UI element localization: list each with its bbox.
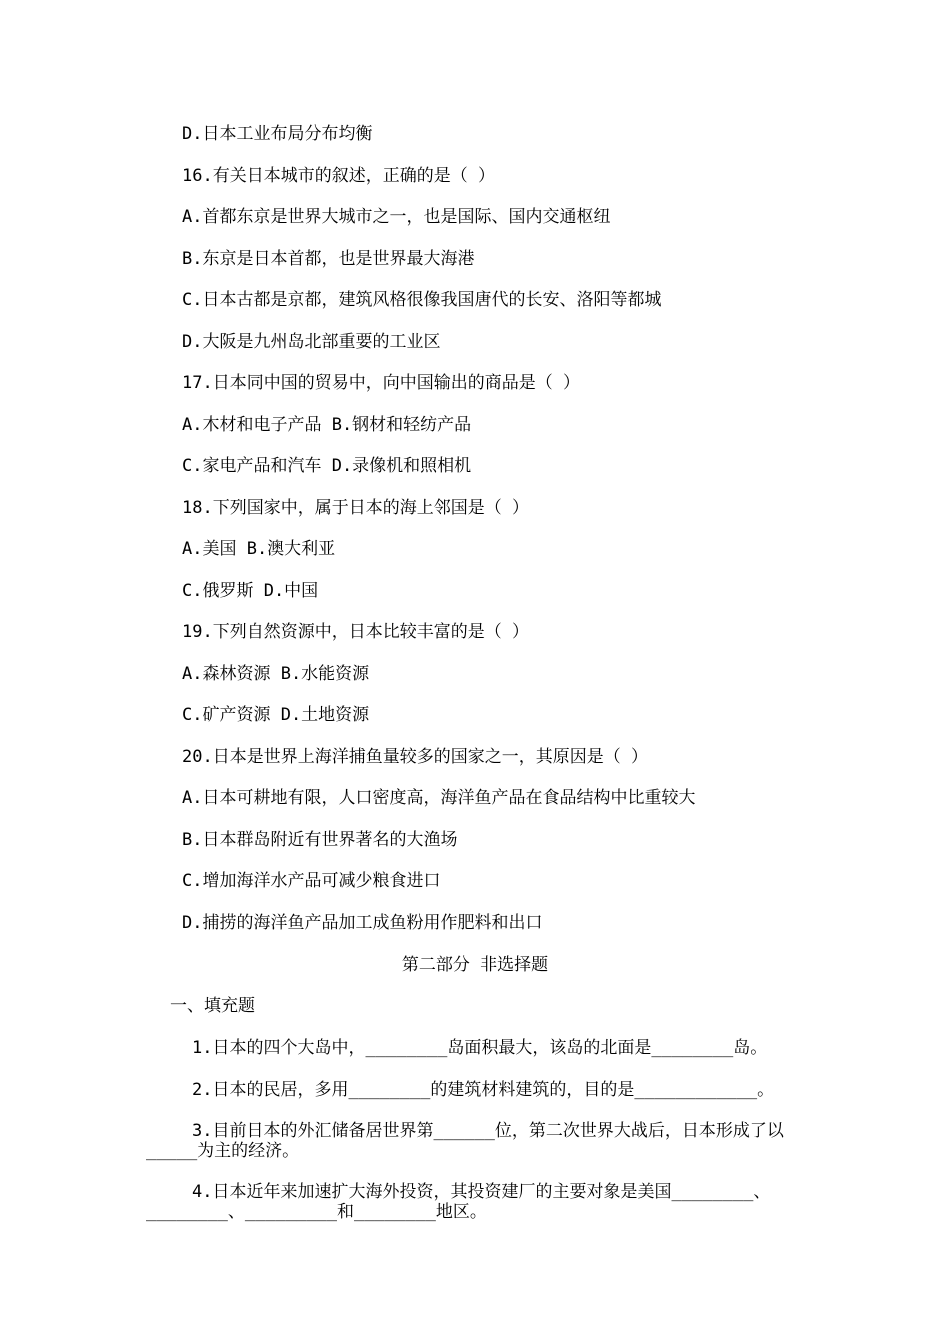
fill-question-2: 2.日本的民居，多用________的建筑材料建筑的，目的是____________。	[192, 1080, 775, 1100]
question-18-options-cd: C.俄罗斯 D.中国	[182, 581, 319, 601]
question-16-option-c: C.日本古都是京都，建筑风格很像我国唐代的长安、洛阳等都城	[182, 290, 662, 310]
question-18-options-ab: A.美国 B.澳大利亚	[182, 539, 336, 559]
question-17-options-ab: A.木材和电子产品 B.钢材和轻纺产品	[182, 415, 472, 435]
question-20-option-d: D.捕捞的海洋鱼产品加工成鱼粉用作肥料和出口	[182, 913, 543, 933]
question-20-option-b: B.日本群岛附近有世界著名的大渔场	[182, 830, 458, 850]
question-16-option-b: B.东京是日本首都，也是世界最大海港	[182, 249, 475, 269]
question-19-options-ab: A.森林资源 B.水能资源	[182, 664, 370, 684]
question-16-option-a: A.首都东京是世界大城市之一，也是国际、国内交通枢纽	[182, 207, 611, 227]
question-19-options-cd: C.矿产资源 D.土地资源	[182, 705, 370, 725]
question-15-option-d: D.日本工业布局分布均衡	[182, 124, 373, 144]
question-16-option-d: D.大阪是九州岛北部重要的工业区	[182, 332, 441, 352]
question-20: 20.日本是世界上海洋捕鱼量较多的国家之一，其原因是（ ）	[182, 747, 648, 767]
question-20-option-a: A.日本可耕地有限，人口密度高，海洋鱼产品在食品结构中比重较大	[182, 788, 696, 808]
question-18: 18.下列国家中，属于日本的海上邻国是（ ）	[182, 498, 529, 518]
part-two-heading: 第二部分 非选择题	[401, 955, 549, 975]
question-19: 19.下列自然资源中，日本比较丰富的是（ ）	[182, 622, 529, 642]
fill-question-3: 3.目前日本的外汇储备居世界第______位，第二次世界大战后，日本形成了以_____为主的经济。	[146, 1121, 784, 1161]
question-20-option-c: C.增加海洋水产品可减少粮食进口	[182, 871, 441, 891]
question-17-options-cd: C.家电产品和汽车 D.录像机和照相机	[182, 456, 472, 476]
question-17: 17.日本同中国的贸易中，向中国输出的商品是（ ）	[182, 373, 580, 393]
fill-question-4: 4.日本近年来加速扩大海外投资，其投资建厂的主要对象是美国________、________、_________和________地区。	[146, 1182, 771, 1222]
fill-question-1: 1.日本的四个大岛中，________岛面积最大，该岛的北面是________岛。	[192, 1038, 768, 1058]
section-one-heading: 一、填充题	[170, 996, 255, 1016]
question-16: 16.有关日本城市的叙述，正确的是（ ）	[182, 166, 495, 186]
